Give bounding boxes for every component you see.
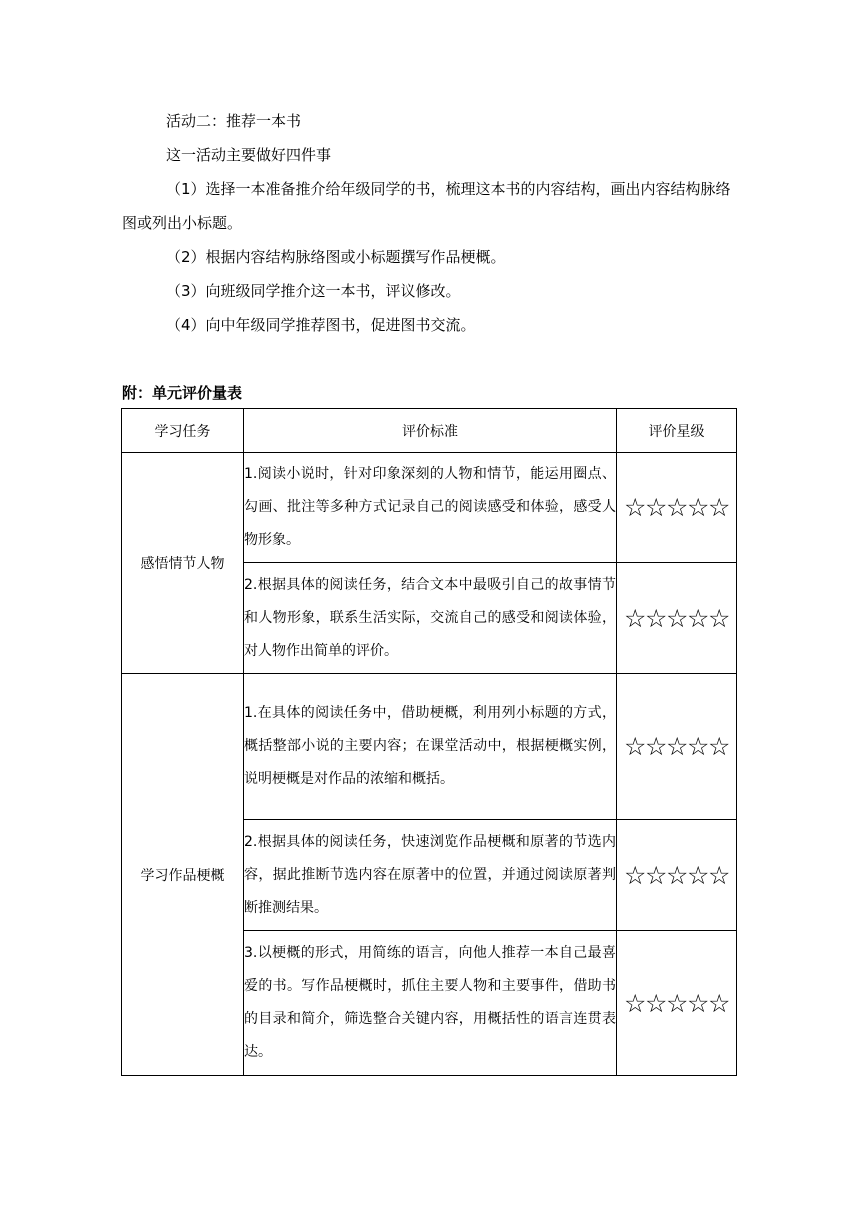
- star-icon: ☆: [624, 732, 647, 761]
- star-icon: ☆: [645, 493, 668, 522]
- star-icon: ☆: [666, 603, 689, 633]
- table-row: [122, 453, 737, 563]
- star-rating: [617, 674, 737, 820]
- table-header-row: [122, 409, 737, 453]
- criteria-cell: 1.阅读小说时，针对印象深刻的人物和情节，能运用圈点、勾画、批注等多种方式记录自己的阅读感受和体验，感受人物形象。: [244, 453, 617, 563]
- star-icon: ☆: [687, 988, 710, 1018]
- star-icon: ☆: [645, 860, 668, 890]
- star-icon: ☆: [687, 603, 710, 633]
- star-icon: ☆: [666, 988, 689, 1018]
- criteria-cell: 2.根据具体的阅读任务，快速浏览作品梗概和原著的节选内容，据此推断节选内容在原著中的位置，并通过阅读原著判断推测结果。: [244, 820, 617, 931]
- criteria-cell: 2.根据具体的阅读任务，结合文本中最吸引自己的故事情节和人物形象，联系生活实际，交流自己的感受和阅读体验，对人物作出简单的评价。: [244, 563, 617, 674]
- star-rating: [617, 453, 737, 563]
- header-rating: 评价星级: [617, 409, 737, 453]
- activity-title: 活动二：推荐一本书: [166, 112, 302, 130]
- star-icon: ☆: [708, 603, 731, 633]
- criteria-cell: 1.在具体的阅读任务中，借助梗概，利用列小标题的方式，概括整部小说的主要内容；在课堂活动中，根据梗概实例，说明梗概是对作品的浓缩和概括。: [244, 674, 617, 820]
- star-icon: ☆: [645, 603, 668, 633]
- appendix-title: 附：单元评价量表: [122, 384, 243, 402]
- star-icon: ☆: [666, 732, 689, 761]
- star-icon: ☆: [708, 988, 731, 1018]
- task-cell: 感悟情节人物: [122, 453, 244, 674]
- star-icon: ☆: [624, 860, 647, 890]
- star-icon: ☆: [624, 988, 647, 1018]
- evaluation-table: [121, 408, 737, 1076]
- star-icon: ☆: [645, 988, 668, 1018]
- header-task: 学习任务: [122, 409, 244, 453]
- activity-item-3: （3）向班级同学推介这一本书，评议修改。: [166, 282, 461, 300]
- table-row: [122, 674, 737, 820]
- star-rating: [617, 931, 737, 1076]
- star-icon: ☆: [708, 493, 731, 522]
- star-icon: ☆: [687, 732, 710, 761]
- criteria-cell: 3.以梗概的形式，用简练的语言，向他人推荐一本自己最喜爱的书。写作品梗概时，抓住主要人物和主要事件，借助书的目录和简介，筛选整合关键内容，用概括性的语言连贯表达。: [244, 931, 617, 1076]
- star-icon: ☆: [645, 732, 668, 761]
- star-icon: ☆: [624, 493, 647, 522]
- activity-item-2: （2）根据内容结构脉络图或小标题撰写作品梗概。: [166, 248, 506, 266]
- activity-intro: 这一活动主要做好四件事: [166, 146, 332, 164]
- star-icon: ☆: [687, 493, 710, 522]
- star-rating: [617, 563, 737, 674]
- star-icon: ☆: [624, 603, 647, 633]
- star-icon: ☆: [687, 860, 710, 890]
- star-icon: ☆: [708, 732, 731, 761]
- activity-item-4: （4）向中年级同学推荐图书，促进图书交流。: [166, 316, 476, 334]
- task-cell: 学习作品梗概: [122, 674, 244, 1076]
- activity-item-1: （1）选择一本准备推介给年级同学的书，梳理这本书的内容结构，画出内容结构脉络图或列出小标题。: [122, 180, 731, 232]
- star-icon: ☆: [666, 493, 689, 522]
- star-icon: ☆: [666, 860, 689, 890]
- star-rating: [617, 820, 737, 931]
- star-icon: ☆: [708, 860, 731, 890]
- header-criteria: 评价标准: [244, 409, 617, 453]
